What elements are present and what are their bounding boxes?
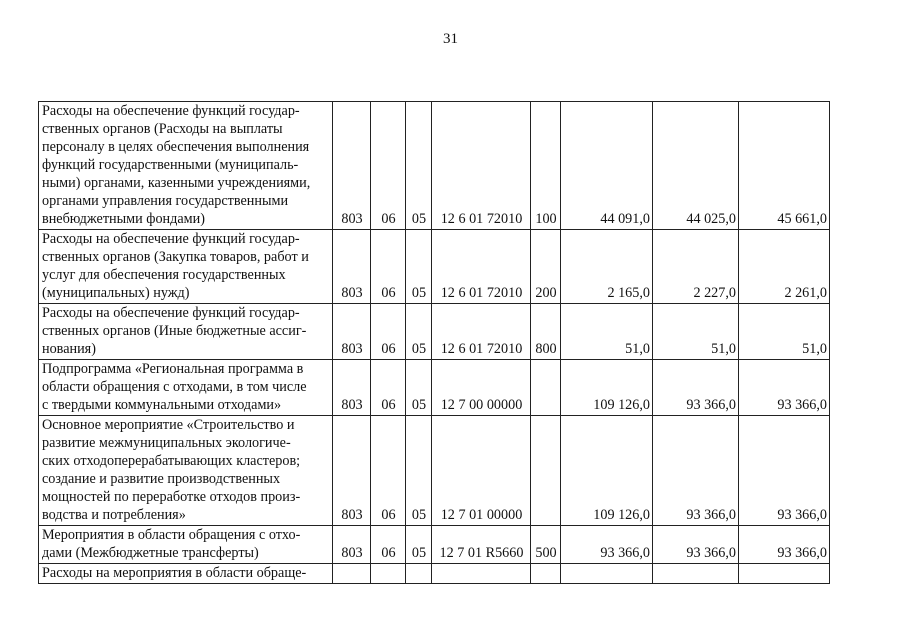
target-article-code [432,564,531,584]
row-name: Расходы на обеспечение функций государ- ственных органов (Закупка товаров, работ и услуг для обеспечения государственных (муниципальных) нужд) [39,230,333,304]
subsection-code [406,564,432,584]
table-row [39,304,830,360]
table-row [39,526,830,564]
subsection-code: 05 [406,304,432,360]
table-row [39,230,830,304]
amount-year-2: 51,0 [653,304,739,360]
amount-year-3: 51,0 [739,304,830,360]
expense-type-code [531,360,561,416]
ved-code: 803 [333,416,371,526]
page-number: 31 [443,31,458,47]
ved-code: 803 [333,304,371,360]
row-name: Расходы на обеспечение функций государ- ственных органов (Иные бюджетные ассиг- нования) [39,304,333,360]
amount-year-3: 45 661,0 [739,102,830,230]
amount-year-3: 2 261,0 [739,230,830,304]
ved-code: 803 [333,230,371,304]
amount-year-2: 44 025,0 [653,102,739,230]
expense-type-code: 500 [531,526,561,564]
target-article-code: 12 6 01 72010 [432,102,531,230]
row-name: Основное мероприятие «Строительство и развитие межмуниципальных экологиче- ских отходоперерабатывающих кластеров; создание и развитие производственных мощностей по переработке отходов произ- водства и потребления» [39,416,333,526]
subsection-code: 05 [406,526,432,564]
amount-year-1: 109 126,0 [561,360,653,416]
amount-year-1: 93 366,0 [561,526,653,564]
amount-year-3: 93 366,0 [739,360,830,416]
ved-code [333,564,371,584]
row-name: Расходы на мероприятия в области обраще- [39,564,333,584]
target-article-code: 12 7 01 00000 [432,416,531,526]
amount-year-3: 93 366,0 [739,416,830,526]
amount-year-1: 2 165,0 [561,230,653,304]
amount-year-1: 109 126,0 [561,416,653,526]
target-article-code: 12 7 01 R5660 [432,526,531,564]
expense-type-code: 800 [531,304,561,360]
table-row [39,564,830,584]
table-row [39,360,830,416]
ved-code: 803 [333,360,371,416]
amount-year-2: 2 227,0 [653,230,739,304]
expense-type-code: 100 [531,102,561,230]
section-code: 06 [371,526,406,564]
section-code: 06 [371,360,406,416]
section-code [371,564,406,584]
target-article-code: 12 6 01 72010 [432,230,531,304]
expense-type-code [531,564,561,584]
amount-year-3: 93 366,0 [739,526,830,564]
section-code: 06 [371,416,406,526]
amount-year-1: 51,0 [561,304,653,360]
amount-year-2: 93 366,0 [653,526,739,564]
amount-year-2: 93 366,0 [653,416,739,526]
budget-table [38,101,830,584]
amount-year-1 [561,564,653,584]
subsection-code: 05 [406,360,432,416]
row-name: Подпрограмма «Региональная программа в области обращения с отходами, в том числе с твердыми коммунальными отходами» [39,360,333,416]
amount-year-2 [653,564,739,584]
subsection-code: 05 [406,416,432,526]
row-name: Мероприятия в области обращения с отхо- дами (Межбюджетные трансферты) [39,526,333,564]
amount-year-2: 93 366,0 [653,360,739,416]
table-row [39,102,830,230]
subsection-code: 05 [406,102,432,230]
amount-year-3 [739,564,830,584]
section-code: 06 [371,304,406,360]
row-name: Расходы на обеспечение функций государ- ственных органов (Расходы на выплаты персоналу в целях обеспечения выполнения функций государственными (муниципаль- ными) органами, казенными учреждениями, органами управления государственными внебюджетными фондами) [39,102,333,230]
amount-year-1: 44 091,0 [561,102,653,230]
ved-code: 803 [333,526,371,564]
target-article-code: 12 6 01 72010 [432,304,531,360]
section-code: 06 [371,230,406,304]
expense-type-code [531,416,561,526]
section-code: 06 [371,102,406,230]
expense-type-code: 200 [531,230,561,304]
subsection-code: 05 [406,230,432,304]
table-row [39,416,830,526]
target-article-code: 12 7 00 00000 [432,360,531,416]
ved-code: 803 [333,102,371,230]
